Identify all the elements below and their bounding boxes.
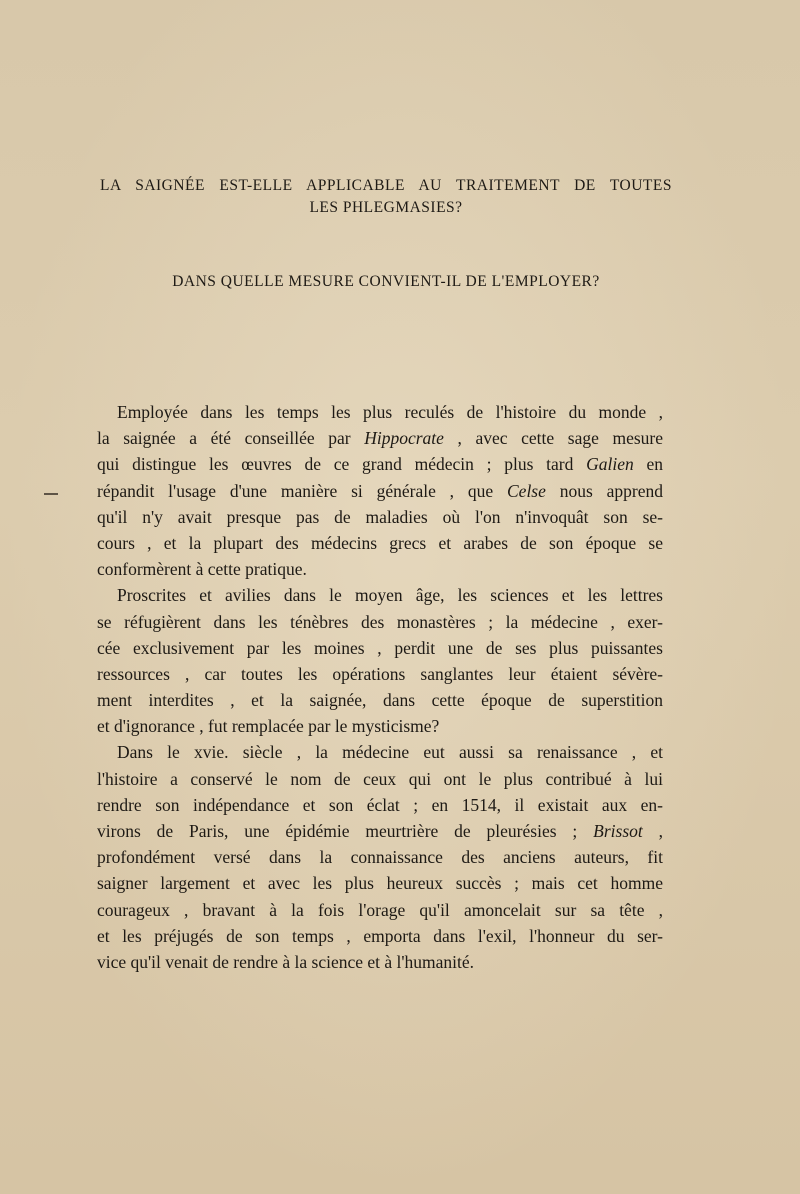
chapter-subtitle: DANS QUELLE MESURE CONVIENT-IL DE L'EMPLOYER? xyxy=(172,273,600,290)
text-line: saigner largement et avec les plus heureux succès ; mais cet homme xyxy=(97,873,663,894)
text-line: la saignée a été conseillée par Hippocrate , avec cette sage mesure xyxy=(97,428,663,449)
text-line: Employée dans les temps les plus reculés de l'histoire du monde , xyxy=(117,402,663,422)
proper-name: Hippocrate xyxy=(364,428,444,449)
text-line: qui distingue les œuvres de ce grand médecin ; plus tard Galien en xyxy=(97,454,663,475)
text-line: cée exclusivement par les moines , perdit une de ses plus puissantes xyxy=(97,637,663,658)
text-line: profondément versé dans la connaissance des anciens auteurs, fit xyxy=(97,847,663,868)
chapter-title xyxy=(100,175,672,219)
text-line: courageux , bravant à la fois l'orage qu'il amoncelait sur sa tête , xyxy=(97,899,663,920)
margin-mark xyxy=(44,493,58,495)
proper-name: Celse xyxy=(507,480,546,501)
text-line: qu'il n'y avait presque pas de maladies où l'on n'invoquât son se- xyxy=(97,506,663,527)
text-line: répandit l'usage d'une manière si générale , que Celse nous apprend xyxy=(97,480,663,501)
title-line-2: LES PHLEGMASIES? xyxy=(309,199,463,216)
text-line: Proscrites et avilies dans le moyen âge, les sciences et les lettres xyxy=(117,585,663,606)
proper-name: Galien xyxy=(586,454,634,475)
body-text xyxy=(97,399,663,975)
text-line: l'histoire a conservé le nom de ceux qui ont le plus contribué à lui xyxy=(97,768,663,789)
text-line: et les préjugés de son temps , emporta dans l'exil, l'honneur du ser- xyxy=(97,925,663,946)
proper-name: Brissot xyxy=(593,821,643,841)
text-line: conformèrent à cette pratique. xyxy=(97,559,307,580)
title-line-1: LA SAIGNÉE EST-ELLE APPLICABLE AU TRAITEMENT DE TOUTES xyxy=(100,177,672,194)
text-line: rendre son indépendance et son éclat ; en 1514, il existait aux en- xyxy=(97,794,663,815)
text-line: ressources , car toutes les opérations sanglantes leur étaient sévère- xyxy=(97,663,663,684)
text-line: vice qu'il venait de rendre à la science et à l'humanité. xyxy=(97,951,475,972)
text-line: virons de Paris, une épidémie meurtrière de pleurésies ; Brissot , xyxy=(97,821,663,841)
text-line: et d'ignorance , fut remplacée par le mysticisme? xyxy=(97,716,440,737)
text-line: se réfugièrent dans les ténèbres des monastères ; la médecine , exer- xyxy=(97,611,663,632)
text-line: Dans le xvie. siècle , la médecine eut aussi sa renaissance , et xyxy=(117,742,663,763)
text-line: ment interdites , et la saignée, dans cette époque de superstition xyxy=(97,690,663,711)
text-line: cours , et la plupart des médecins grecs et arabes de son époque se xyxy=(97,532,663,553)
